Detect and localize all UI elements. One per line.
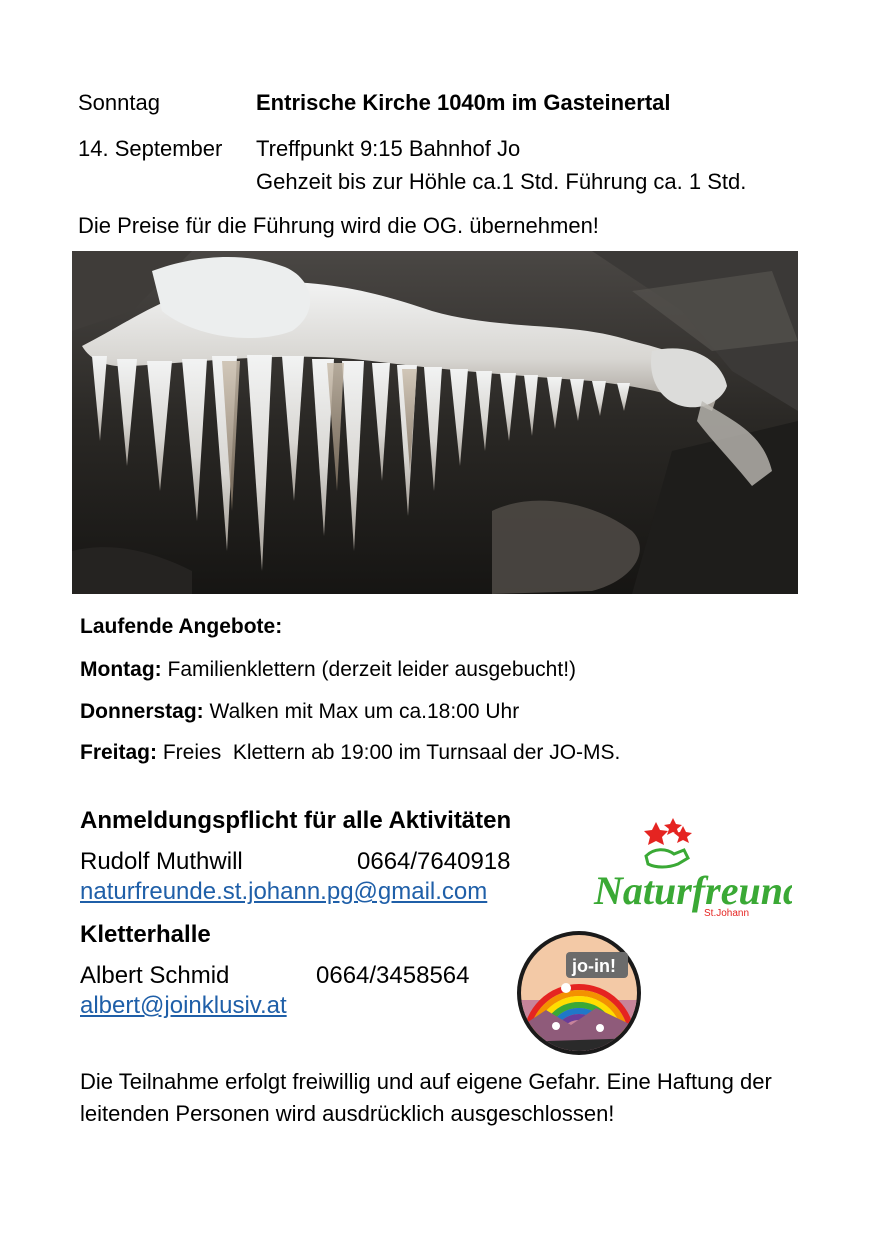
climbing-hall-contact-name: Albert Schmid — [80, 962, 230, 989]
ongoing-item-friday — [80, 740, 620, 765]
ongoing-item-day: Donnerstag: — [80, 700, 204, 723]
naturfreunde-logo — [592, 810, 792, 920]
disclaimer-text: Die Teilnahme erfolgt freiwillig und auf eigene Gefahr. Eine Haftung der leitenden Personen wird ausdrücklich ausgeschlossen! — [80, 1069, 772, 1126]
join-logo-text: jo-in! — [572, 956, 616, 976]
join-logo — [516, 930, 642, 1056]
ongoing-item-day: Montag: — [80, 658, 162, 681]
registration-contact-name: Rudolf Muthwill — [80, 848, 243, 875]
ongoing-heading: Laufende Angebote: — [80, 615, 283, 638]
event-date: 14. September — [78, 136, 223, 161]
event-meeting-point: Treffpunkt 9:15 Bahnhof Jo — [256, 136, 521, 161]
climbing-hall-email-link[interactable]: albert@joinklusiv.at — [80, 992, 287, 1019]
naturfreunde-logo-text: Naturfreun — [594, 868, 783, 913]
event-title: Entrische Kirche 1040m im Gasteinertal — [256, 90, 671, 115]
ongoing-item-text: Walken mit Max um ca.18:00 Uhr — [209, 700, 520, 723]
naturfreunde-logo-subtitle: St.Johann — [704, 908, 750, 919]
ongoing-item-day: Freitag: — [80, 741, 158, 764]
event-walk-time: Gehzeit bis zur Höhle ca.1 Std. Führung ca. 1 Std. — [256, 169, 747, 194]
climbing-hall-contact-phone: 0664/3458564 — [316, 962, 470, 989]
cave-stalactite-photo — [72, 251, 798, 594]
climbing-hall-heading: Kletterhalle — [80, 921, 211, 948]
ongoing-item-thursday — [80, 699, 519, 724]
registration-heading: Anmeldungspflicht für alle Aktivitäten — [80, 807, 512, 834]
ongoing-item-monday — [80, 657, 576, 682]
event-price-note: Die Preise für die Führung wird die OG. übernehmen! — [78, 213, 599, 238]
registration-contact-phone: 0664/7640918 — [357, 848, 511, 875]
ongoing-item-text: Freies Klettern ab 19:00 im Turnsaal der JO-MS. — [162, 741, 621, 764]
ongoing-item-text: Familienklettern (derzeit leider ausgebucht!) — [167, 658, 577, 681]
event-day: Sonntag — [78, 90, 160, 115]
registration-email-link[interactable]: naturfreunde.st.johann.pg@gmail.com — [80, 878, 488, 905]
